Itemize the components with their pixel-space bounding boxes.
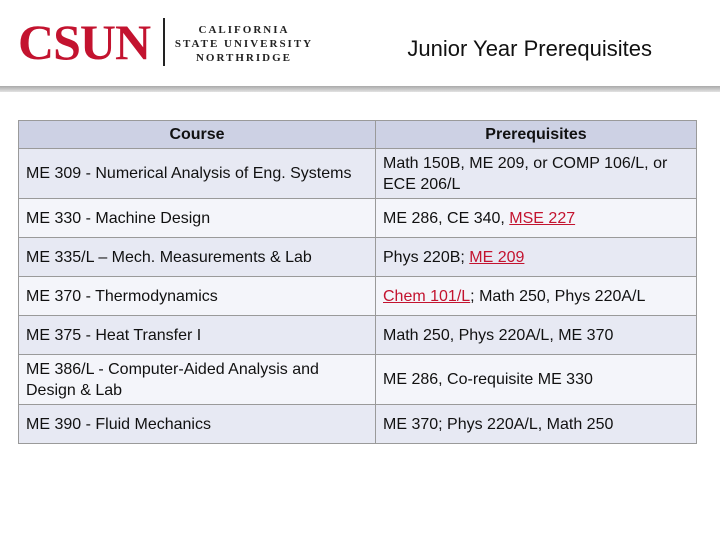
- table-row: [19, 238, 697, 277]
- table-row: [19, 199, 697, 238]
- logo-divider: [163, 18, 165, 66]
- prereq-cell: [376, 355, 697, 405]
- logo-line-northridge: NORTHRIDGE: [195, 52, 292, 64]
- table-row: [19, 355, 697, 405]
- prereq-text: Math 250, Phys 220A/L, ME 370: [383, 326, 614, 344]
- prereq-text: ME 286, CE 340,: [383, 209, 510, 227]
- course-cell: ME 386/L - Computer-Aided Analysis and Design & Lab: [19, 355, 376, 405]
- table-row: [19, 316, 697, 355]
- prereq-text: Math 150B, ME 209, or COMP 106/L, or ECE 206/L: [383, 154, 668, 193]
- column-header-course: Course: [19, 121, 376, 149]
- column-header-prerequisites: Prerequisites: [376, 121, 697, 149]
- prereq-link-mse-227[interactable]: MSE 227: [509, 209, 576, 227]
- prereq-cell: [376, 277, 697, 316]
- prereq-cell: [376, 316, 697, 355]
- prereq-text: ; Math 250, Phys 220A/L: [470, 287, 646, 305]
- logo-line-california: CALIFORNIA: [198, 24, 290, 36]
- prereq-cell: [376, 405, 697, 444]
- prereq-text: ME 286, Co-requisite ME 330: [383, 371, 593, 388]
- prereq-link-chem-101[interactable]: Chem 101/L: [383, 287, 471, 305]
- table-row: [19, 277, 697, 316]
- prereq-link-me-209[interactable]: ME 209: [469, 248, 525, 266]
- course-cell: ME 390 - Fluid Mechanics: [19, 405, 376, 444]
- prerequisites-table: [18, 120, 697, 444]
- prereq-text: ME 370; Phys 220A/L, Math 250: [383, 415, 614, 433]
- table-row: [19, 405, 697, 444]
- header-divider: [0, 86, 720, 92]
- page-title: Junior Year Prerequisites: [407, 36, 652, 61]
- prereq-text: Phys 220B;: [383, 248, 470, 266]
- table-row: [19, 149, 697, 199]
- table-header-row: [19, 121, 697, 149]
- csun-logo-wordmark: CSUN: [18, 14, 151, 70]
- slide-header: [0, 0, 720, 88]
- course-cell: ME 375 - Heat Transfer I: [19, 316, 376, 355]
- prereq-cell: [376, 149, 697, 199]
- course-cell: ME 370 - Thermodynamics: [19, 277, 376, 316]
- logo-line-state-university: STATE UNIVERSITY: [174, 38, 314, 50]
- prereq-cell: [376, 238, 697, 277]
- course-cell: ME 309 - Numerical Analysis of Eng. Systems: [19, 149, 376, 199]
- prereq-cell: [376, 199, 697, 238]
- course-cell: ME 330 - Machine Design: [19, 199, 376, 238]
- course-cell: ME 335/L – Mech. Measurements & Lab: [19, 238, 376, 277]
